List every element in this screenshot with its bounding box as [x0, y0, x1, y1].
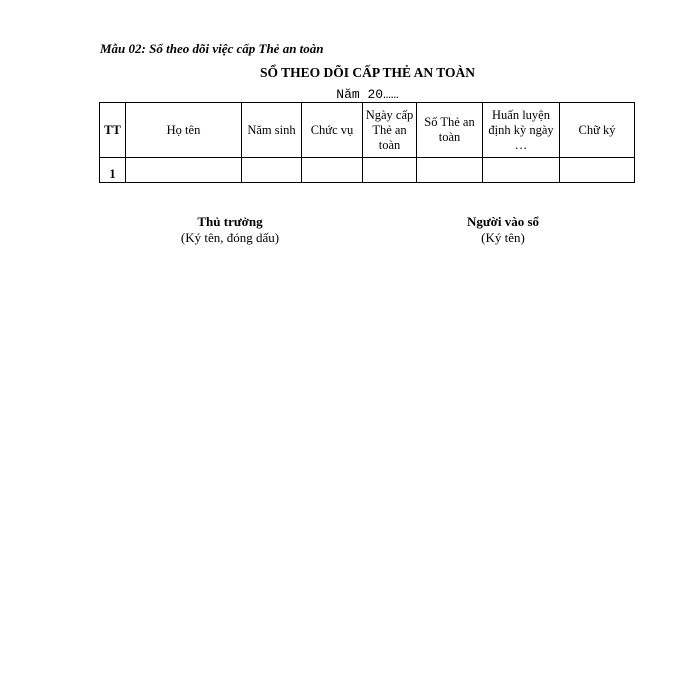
signature-recorder-note: (Ký tên) — [481, 230, 525, 245]
header-tt: TT — [100, 103, 126, 158]
signature-recorder-title: Người vào sổ — [466, 214, 540, 229]
table-cell — [126, 158, 242, 183]
header-issue-date: Ngày cấp Thẻ an toàn — [363, 103, 417, 158]
header-full-name: Họ tên — [126, 103, 242, 158]
header-signature: Chữ ký — [560, 103, 635, 158]
signature-block-head — [150, 214, 310, 246]
table-header-row — [100, 103, 635, 158]
table-cell — [560, 158, 635, 183]
register-table — [99, 102, 635, 183]
signature-block-recorder — [428, 214, 578, 246]
table-cell — [483, 158, 560, 183]
table-cell — [302, 158, 363, 183]
header-card-number: Số Thẻ an toàn — [417, 103, 483, 158]
table-cell — [242, 158, 302, 183]
table-cell — [363, 158, 417, 183]
form-label: Mẫu 02: Sổ theo dõi việc cấp Thẻ an toàn — [100, 41, 324, 56]
signature-head-note: (Ký tên, đóng dấu) — [180, 230, 280, 245]
table-cell — [417, 158, 483, 183]
header-periodic-training: Huấn luyện định kỳ ngày … — [483, 103, 560, 158]
document-title: SỔ THEO DÕI CẤP THẺ AN TOÀN — [259, 65, 476, 80]
header-position: Chức vụ — [302, 103, 363, 158]
table-row — [100, 158, 635, 183]
table-cell-tt: 1 — [100, 158, 126, 183]
signature-head-title: Thủ trưởng — [197, 214, 263, 229]
header-birth-year: Năm sinh — [242, 103, 302, 158]
year-line: Năm 20…… — [336, 87, 399, 102]
